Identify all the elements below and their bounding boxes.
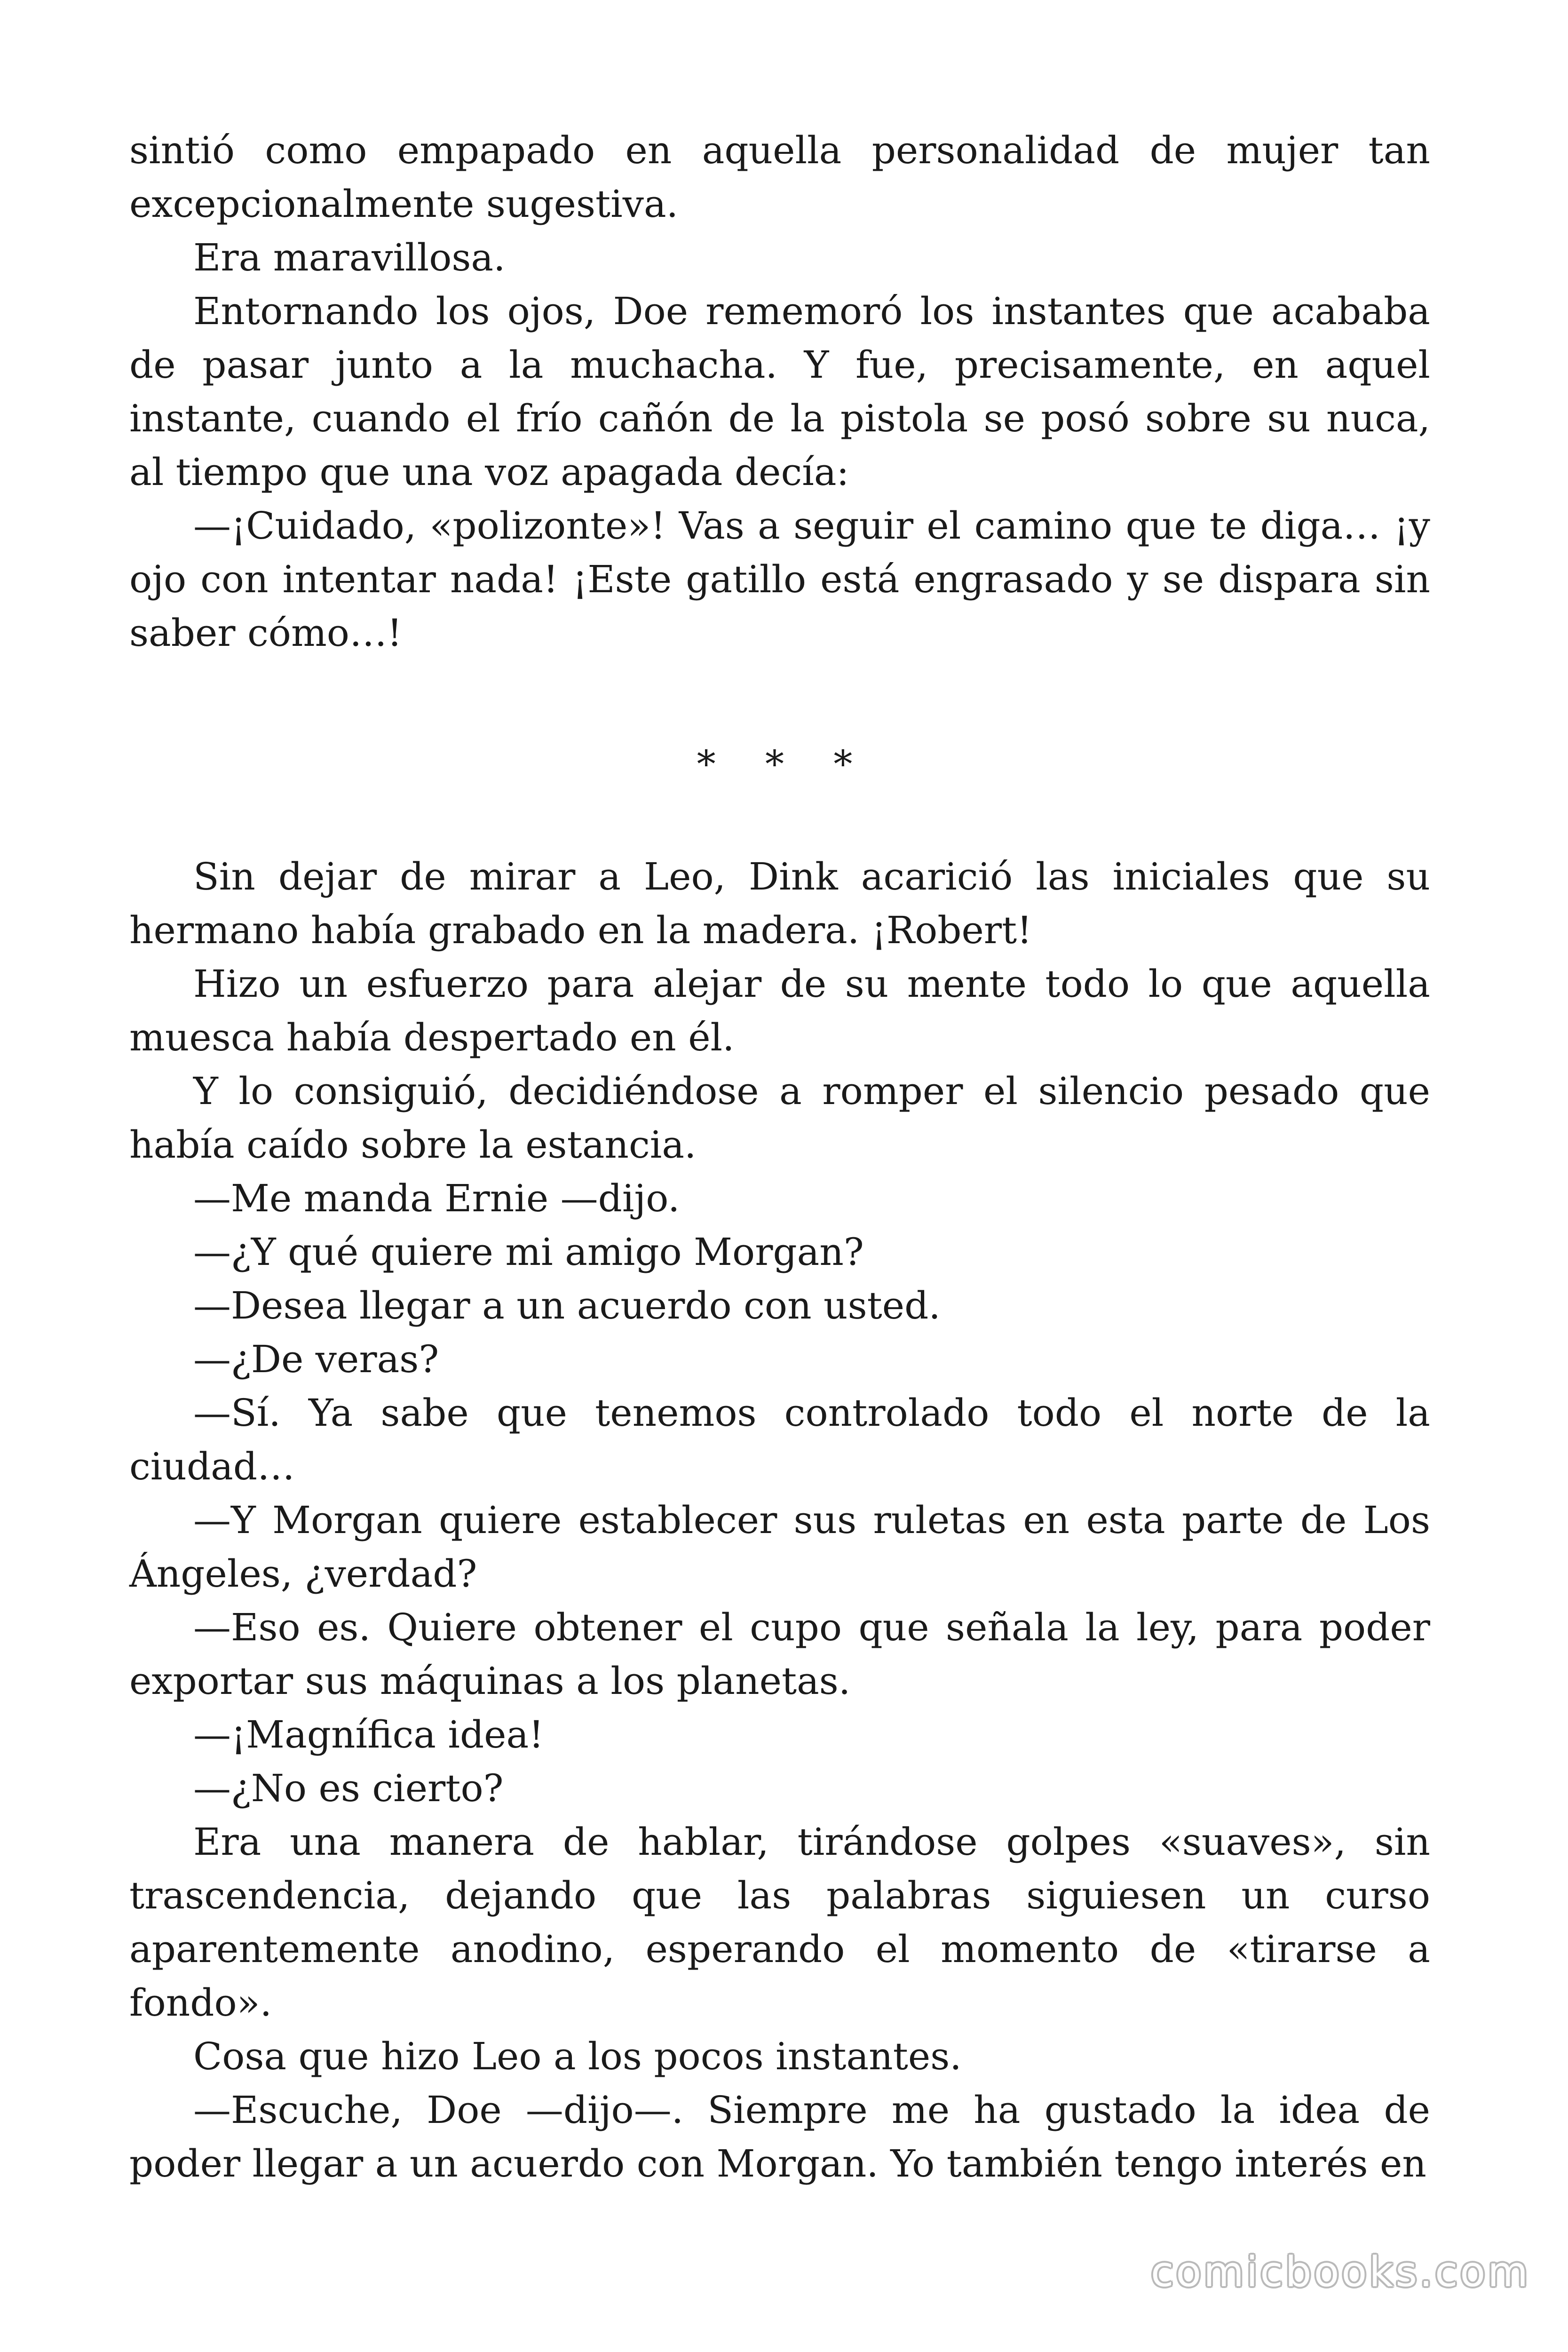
paragraph: —Eso es. Quiere obtener el cupo que señala la ley, para poder exportar sus máquinas a los planetas. <box>129 1605 1430 1703</box>
section-separator: * * * <box>697 742 871 786</box>
paragraph: Era maravillosa. <box>193 236 506 279</box>
paragraph: Y lo consiguió, decidiéndose a romper el silencio pesado que había caído sobre la estancia. <box>129 1069 1430 1167</box>
paragraph: Era una manera de hablar, tirándose golpes «suaves», sin trascendencia, dejando que las palabras siguiesen un curso aparentemente anodino, esperando el momento de «tirarse a fondo». <box>129 1820 1430 2025</box>
paragraph: —¡Cuidado, «polizonte»! Vas a seguir el camino que te diga… ¡y ojo con intentar nada! ¡Este gatillo está engrasado y se dispara sin saber cómo…! <box>129 504 1430 655</box>
paragraph: sintió como empapado en aquella personalidad de mujer tan excepcionalmente sugestiva. <box>129 128 1430 226</box>
paragraph: Entornando los ojos, Doe rememoró los instantes que acababa de pasar junto a la muchacha. Y fue, precisamente, en aquel instante, cuando el frío cañón de la pistola se posó sobre su nuca, al tiempo que una voz apagada decía: <box>129 289 1430 494</box>
paragraph: —¡Magnífica idea! <box>193 1713 544 1756</box>
paragraph: Sin dejar de mirar a Leo, Dink acarició las iniciales que su hermano había grabado en la madera. ¡Robert! <box>129 855 1430 952</box>
paragraph: —¿De veras? <box>193 1337 439 1381</box>
paragraph: —Y Morgan quiere establecer sus ruletas en esta parte de Los Ángeles, ¿verdad? <box>129 1498 1430 1596</box>
paragraph: —¿No es cierto? <box>193 1766 504 1810</box>
paragraph: —¿Y qué quiere mi amigo Morgan? <box>193 1230 864 1274</box>
paragraph: —Escuche, Doe —dijo—. Siempre me ha gustado la idea de poder llegar a un acuerdo con Morgan. Yo también tengo interés en <box>129 2088 1430 2185</box>
text-block-top <box>129 124 1430 660</box>
paragraph: —Sí. Ya sabe que tenemos controlado todo el norte de la ciudad… <box>129 1391 1430 1488</box>
paragraph: Cosa que hizo Leo a los pocos instantes. <box>193 2034 962 2078</box>
paragraph: —Desea llegar a un acuerdo con usted. <box>193 1284 941 1327</box>
text-block-bottom <box>129 850 1430 2191</box>
paragraph: Hizo un esfuerzo para alejar de su mente todo lo que aquella muesca había despertado en él. <box>129 962 1430 1059</box>
paragraph: —Me manda Ernie —dijo. <box>193 1176 680 1220</box>
watermark-logo: comicbooks.com <box>1150 2248 1530 2296</box>
